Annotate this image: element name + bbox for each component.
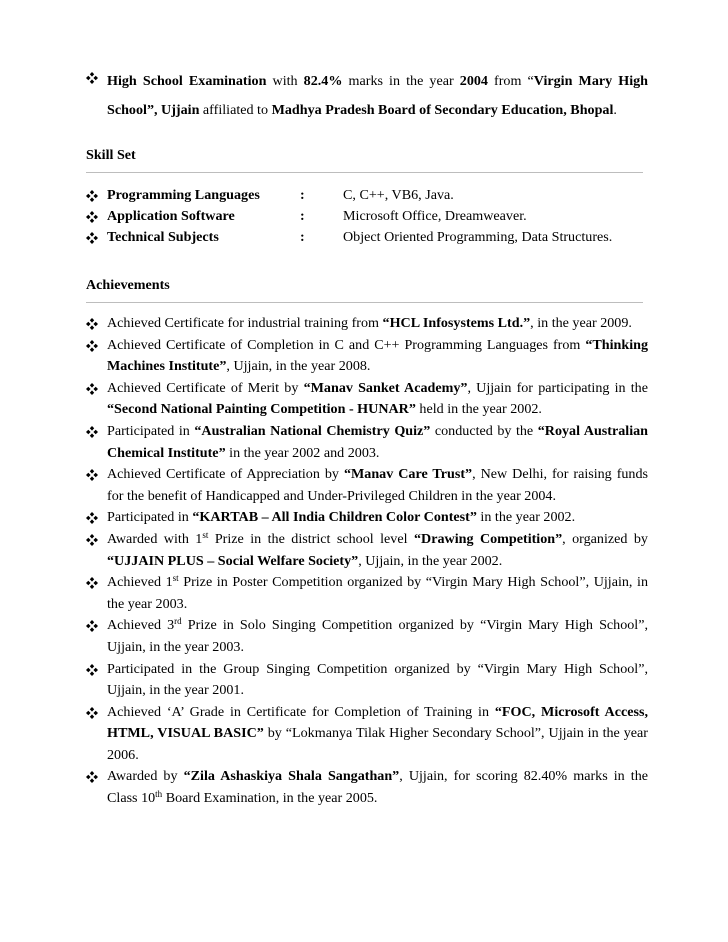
achievement-item: Achieved Certificate of Completion in C and C++ Programming Languages from “Thinking Machines Institute”, Ujjain, in the year 2008. (86, 335, 648, 378)
skill-row-application-software (86, 206, 646, 227)
achievement-item: Awarded by “Zila Ashaskiya Shala Sangathan”, Ujjain, for scoring 82.40% marks in the Class 10th Board Examination, in the year 2005. (86, 766, 648, 809)
diamond-bullet-icon (86, 72, 98, 84)
achievement-item: Achieved 1st Prize in Poster Competition organized by “Virgin Mary High School”, Ujjain, in the year 2003. (86, 572, 648, 615)
achievements-divider (86, 302, 643, 303)
diamond-bullet-icon (86, 190, 98, 202)
achievement-item: Participated in the Group Singing Competition organized by “Virgin Mary High School”, Ujjain, in the year 2001. (86, 659, 648, 702)
diamond-bullet-icon (86, 211, 98, 223)
achievement-item: Participated in “Australian National Chemistry Quiz” conducted by the “Royal Australian Chemical Institute” in the year 2002 and 2003. (86, 421, 648, 464)
skill-value: Microsoft Office, Dreamweaver. (343, 208, 527, 224)
skill-value: Object Oriented Programming, Data Structures. (343, 229, 613, 245)
achievement-item: Achieved ‘A’ Grade in Certificate for Completion of Training in “FOC, Microsoft Access, HTML, VISUAL BASIC” by “Lokmanya Tilak Higher Secondary School”, Ujjain in the year 2006. (86, 702, 648, 767)
diamond-bullet-icon (86, 426, 98, 438)
diamond-bullet-icon (86, 383, 98, 395)
skill-colon: : (300, 187, 305, 203)
skill-row-programming-languages (86, 185, 646, 206)
skill-set-heading: Skill Set (86, 147, 136, 163)
skill-value: C, C++, VB6, Java. (343, 187, 454, 203)
achievement-item: Achieved Certificate of Appreciation by “Manav Care Trust”, New Delhi, for raising funds for the benefit of Handicapped and Under-Privileged Children in the year 2004. (86, 464, 648, 507)
achievement-item: Achieved 3rd Prize in Solo Singing Competition organized by “Virgin Mary High School”, Ujjain, in the year 2003. (86, 615, 648, 658)
diamond-bullet-icon (86, 577, 98, 589)
diamond-bullet-icon (86, 620, 98, 632)
achievements-list (86, 313, 648, 810)
skill-set-list (86, 185, 646, 248)
education-item: High School Examination with 82.4% marks in the year 2004 from “Virgin Mary High School”, Ujjain affiliated to Madhya Pradesh Board of Secondary Education, Bhopal. (86, 67, 648, 124)
diamond-bullet-icon (86, 232, 98, 244)
diamond-bullet-icon (86, 340, 98, 352)
skill-label: Programming Languages (107, 187, 260, 203)
achievement-item: Awarded with 1st Prize in the district school level “Drawing Competition”, organized by “UJJAIN PLUS – Social Welfare Society”, Ujjain, in the year 2002. (86, 529, 648, 572)
skill-label: Application Software (107, 208, 235, 224)
diamond-bullet-icon (86, 771, 98, 783)
education-list (86, 67, 648, 124)
diamond-bullet-icon (86, 469, 98, 481)
diamond-bullet-icon (86, 512, 98, 524)
skill-colon: : (300, 208, 305, 224)
diamond-bullet-icon (86, 534, 98, 546)
diamond-bullet-icon (86, 707, 98, 719)
diamond-bullet-icon (86, 664, 98, 676)
achievement-item: Achieved Certificate of Merit by “Manav Sanket Academy”, Ujjain for participating in the “Second National Painting Competition - HUNAR” held in the year 2002. (86, 378, 648, 421)
achievement-item: Achieved Certificate for industrial training from “HCL Infosystems Ltd.”, in the year 2009. (86, 313, 648, 335)
skill-label: Technical Subjects (107, 229, 219, 245)
diamond-bullet-icon (86, 318, 98, 330)
achievements-heading: Achievements (86, 277, 170, 293)
skill-row-technical-subjects (86, 227, 646, 248)
achievement-item: Participated in “KARTAB – All India Children Color Contest” in the year 2002. (86, 507, 648, 529)
skill-set-divider (86, 172, 643, 173)
skill-colon: : (300, 229, 305, 245)
